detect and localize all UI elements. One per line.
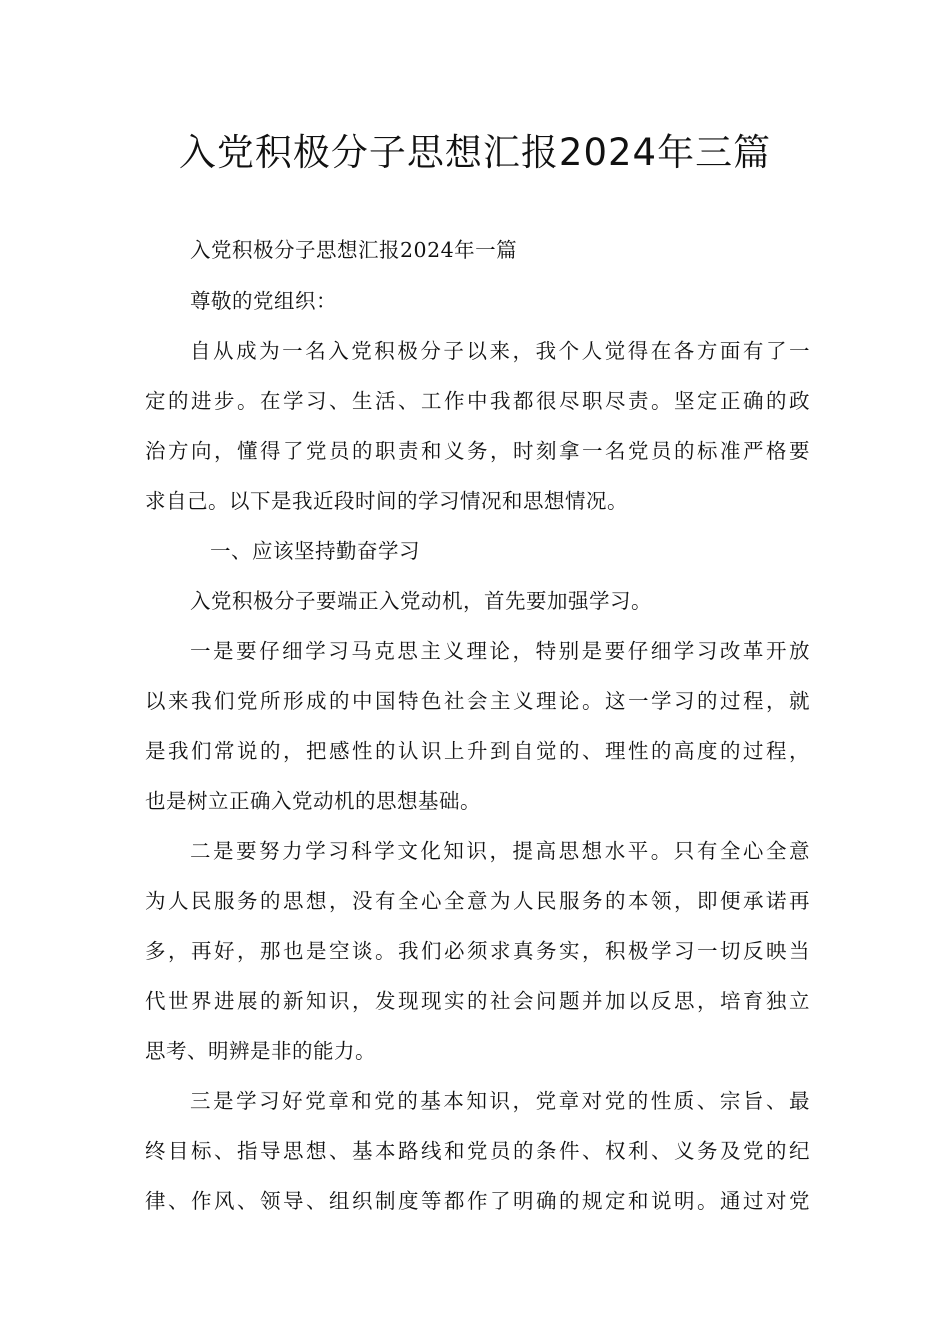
paragraph-line: 代世界进展的新知识，发现现实的社会问题并加以反思，培育独立 <box>145 989 810 1013</box>
salutation: 尊敬的党组织： <box>190 289 337 313</box>
paragraph-line: 多，再好，那也是空谈。我们必须求真务实，积极学习一切反映当 <box>145 939 810 963</box>
paragraph-line: 一是要仔细学习马克思主义理论，特别是要仔细学习改革开放 <box>190 639 810 663</box>
section-heading: 一、应该坚持勤奋学习 <box>210 539 420 563</box>
paragraph-line: 三是学习好党章和党的基本知识，党章对党的性质、宗旨、最 <box>190 1089 810 1113</box>
paragraph-line: 定的进步。在学习、生活、工作中我都很尽职尽责。坚定正确的政 <box>145 389 810 413</box>
paragraph-line: 治方向，懂得了党员的职责和义务，时刻拿一名党员的标准严格要 <box>145 439 810 463</box>
document-title: 入党积极分子思想汇报2024年三篇 <box>178 131 772 174</box>
paragraph-line: 是我们常说的，把感性的认识上升到自觉的、理性的高度的过程， <box>145 739 810 763</box>
section-subtitle: 入党积极分子思想汇报2024年一篇 <box>190 238 518 262</box>
paragraph-line: 思考、明辨是非的能力。 <box>145 1039 376 1063</box>
paragraph-line: 以来我们党所形成的中国特色社会主义理论。这一学习的过程，就 <box>145 689 810 713</box>
paragraph-line: 为人民服务的思想，没有全心全意为人民服务的本领，即便承诺再 <box>145 889 810 913</box>
paragraph-line: 二是要努力学习科学文化知识，提高思想水平。只有全心全意 <box>190 839 810 863</box>
paragraph-line: 入党积极分子要端正入党动机，首先要加强学习。 <box>190 589 652 613</box>
paragraph-line: 律、作风、领导、组织制度等都作了明确的规定和说明。通过对党 <box>145 1189 810 1213</box>
paragraph-line: 也是树立正确入党动机的思想基础。 <box>145 789 481 813</box>
paragraph-line: 终目标、指导思想、基本路线和党员的条件、权利、义务及党的纪 <box>145 1139 810 1163</box>
paragraph-line: 求自己。以下是我近段时间的学习情况和思想情况。 <box>145 489 628 513</box>
paragraph-line: 自从成为一名入党积极分子以来，我个人觉得在各方面有了一 <box>190 339 810 363</box>
